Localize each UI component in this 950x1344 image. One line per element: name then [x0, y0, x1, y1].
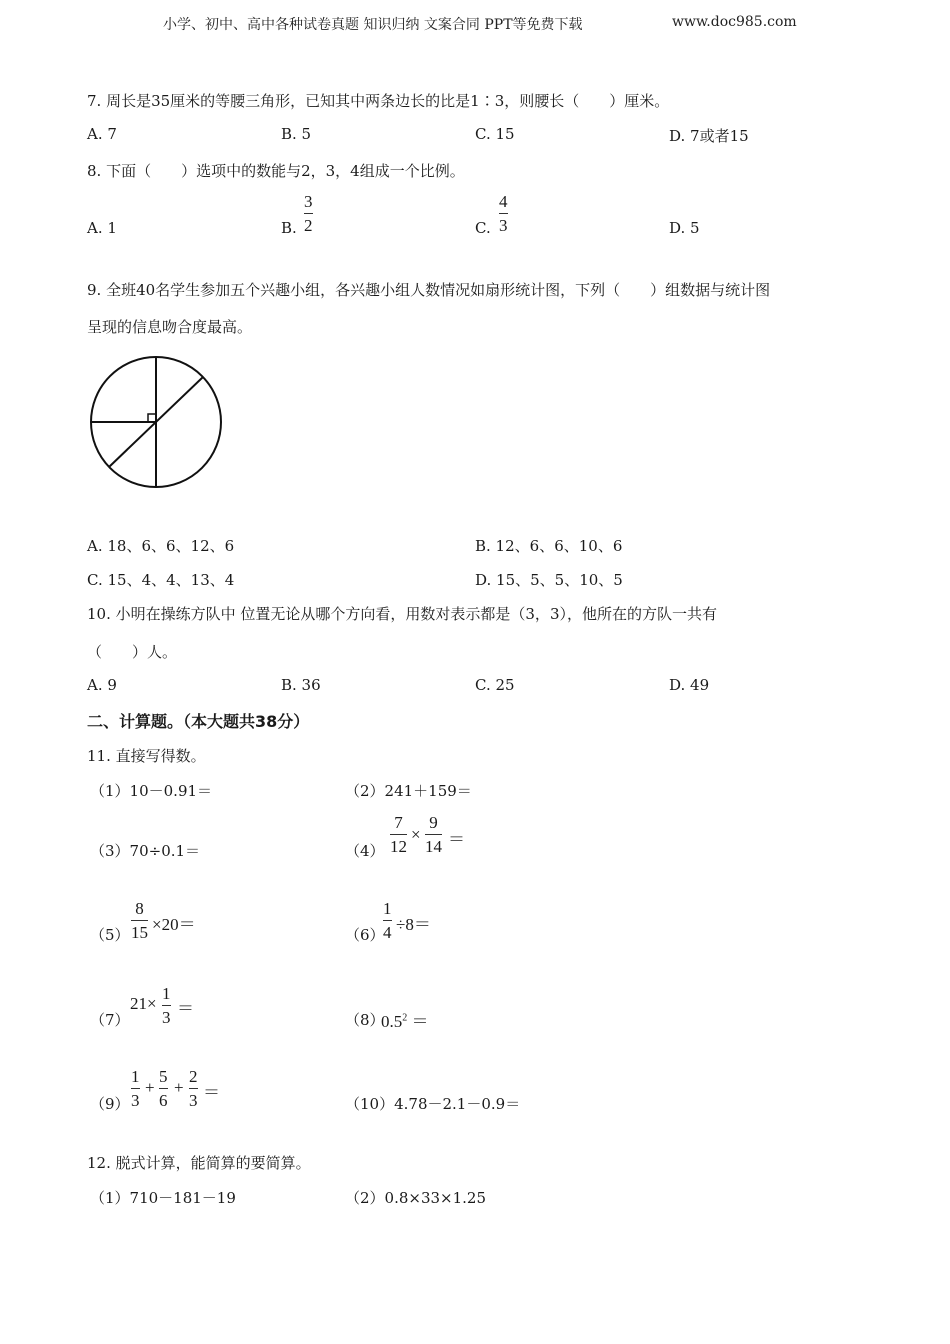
- q10-option-a: A. 9: [87, 676, 117, 694]
- q9-stem-line2: 呈现的信息吻合度最高。: [87, 318, 253, 336]
- fraction-bar: [499, 213, 508, 214]
- fraction-bar: [159, 1088, 168, 1089]
- fraction-denominator: 2: [304, 216, 313, 235]
- fraction-numerator: 4: [499, 192, 508, 211]
- q11-p6-fraction: [383, 900, 392, 941]
- pie-chart-diagram: [88, 352, 226, 492]
- q11-p9-operator-2: +: [174, 1078, 184, 1097]
- fraction-denominator: 6: [159, 1091, 168, 1110]
- q10-option-c: C. 25: [475, 676, 515, 694]
- q11-p4-operator: ×: [411, 825, 421, 844]
- q11-part-3: （3）70÷0.1＝: [90, 842, 201, 860]
- header-banner: 小学、初中、高中各种试卷真题 知识归纳 文案合同 PPT等免费下载: [163, 17, 583, 33]
- fraction-denominator: 4: [383, 923, 392, 942]
- q8-option-c-label: C.: [475, 219, 491, 237]
- fraction-denominator: 3: [189, 1091, 198, 1110]
- right-angle-mark: [148, 414, 156, 422]
- q11-p4-equals: ＝: [448, 830, 465, 849]
- q8-option-b-fraction: [304, 193, 313, 234]
- q11-p6-rest: ÷8＝: [396, 915, 431, 934]
- fraction-numerator: 1: [383, 899, 392, 918]
- q8-option-b-label: B.: [281, 219, 297, 237]
- fraction-denominator: 15: [131, 923, 148, 942]
- fraction-bar: [390, 834, 407, 835]
- q8-option-d: D. 5: [669, 219, 700, 237]
- q11-part-8-label: （8）: [345, 1011, 385, 1029]
- fraction-denominator: 3: [162, 1008, 171, 1027]
- q11-part-1: （1）10－0.91＝: [90, 782, 213, 800]
- section-2-title: 二、计算题。（本大题共38分）: [87, 712, 310, 731]
- q11-stem: 11. 直接写得数。: [87, 747, 206, 765]
- q7-option-d: D. 7或者15: [669, 127, 749, 145]
- q7-stem: 7. 周长是35厘米的等腰三角形，已知其中两条边长的比是1∶3，则腰长（ ）厘米。: [87, 92, 670, 110]
- q9-option-a: A. 18、6、6、12、6: [87, 537, 235, 555]
- q11-p7-equals: ＝: [177, 999, 194, 1018]
- q11-p7-fraction: [162, 985, 171, 1026]
- q11-p5-rest: ×20＝: [152, 915, 196, 934]
- q12-stem: 12. 脱式计算，能简算的要简算。: [87, 1154, 311, 1172]
- q11-p4-fraction-1: [390, 814, 407, 855]
- fraction-numerator: 1: [162, 984, 171, 1003]
- fraction-denominator: 14: [425, 837, 442, 856]
- fraction-bar: [162, 1005, 171, 1006]
- q11-part-7-label: （7）: [90, 1011, 130, 1029]
- q8-option-a: A. 1: [87, 219, 117, 237]
- q11-p8-exponent: 2: [402, 1012, 408, 1024]
- fraction-bar: [131, 1088, 140, 1089]
- q12-part-2: （2）0.8×33×1.25: [345, 1189, 487, 1207]
- q7-option-a: A. 7: [87, 125, 117, 143]
- fraction-denominator: 12: [390, 837, 407, 856]
- q11-p9-equals: ＝: [203, 1083, 220, 1102]
- fraction-denominator: 3: [499, 216, 508, 235]
- q11-p8-base: 0.5: [381, 1012, 403, 1031]
- q10-stem-line2: （ ）人。: [87, 643, 178, 661]
- q11-p8-expression: [381, 1007, 429, 1032]
- q10-option-b: B. 36: [281, 676, 321, 694]
- q9-option-c: C. 15、4、4、13、4: [87, 571, 235, 589]
- q11-p4-fraction-2: [425, 814, 442, 855]
- q11-part-10: （10）4.78－2.1－0.9＝: [345, 1095, 521, 1113]
- q9-option-d: D. 15、5、5、10、5: [475, 571, 623, 589]
- q9-option-b: B. 12、6、6、10、6: [475, 537, 623, 555]
- q7-option-b: B. 5: [281, 125, 312, 143]
- fraction-numerator: 9: [429, 813, 438, 832]
- q11-p9-fraction-2: [159, 1068, 168, 1109]
- q8-option-c-fraction: [499, 193, 508, 234]
- fraction-denominator: 3: [131, 1091, 140, 1110]
- fraction-numerator: 7: [394, 813, 403, 832]
- q11-p5-fraction: [131, 900, 148, 941]
- q11-part-2: （2）241＋159＝: [345, 782, 472, 800]
- q7-option-c: C. 15: [475, 125, 515, 143]
- q11-p9-fraction-3: [189, 1068, 198, 1109]
- fraction-numerator: 3: [304, 192, 313, 211]
- fraction-numerator: 8: [135, 899, 144, 918]
- q11-p9-fraction-1: [131, 1068, 140, 1109]
- header-site-link[interactable]: www.doc985.com: [672, 14, 797, 30]
- fraction-numerator: 5: [159, 1067, 168, 1086]
- fraction-bar: [304, 213, 313, 214]
- q10-option-d: D. 49: [669, 676, 710, 694]
- q9-stem-line1: 9. 全班40名学生参加五个兴趣小组，各兴趣小组人数情况如扇形统计图，下列（ ）组数据与统计图: [87, 281, 771, 299]
- q11-part-5-label: （5）: [90, 926, 130, 944]
- q11-p8-equals: ＝: [411, 1012, 429, 1031]
- q10-stem-line1: 10. 小明在操练方队中 位置无论从哪个方向看，用数对表示都是（3，3），他所在的方队一共有: [87, 605, 717, 623]
- q12-part-1: （1）710－181－19: [90, 1189, 236, 1207]
- q11-p7-prefix: 21×: [130, 994, 157, 1013]
- q11-part-6-label: （6）: [345, 926, 385, 944]
- fraction-bar: [383, 920, 392, 921]
- q11-p9-operator-1: +: [145, 1078, 155, 1097]
- q8-stem: 8. 下面（ ）选项中的数能与2，3，4组成一个比例。: [87, 162, 465, 180]
- fraction-numerator: 1: [131, 1067, 140, 1086]
- q11-part-9-label: （9）: [90, 1095, 130, 1113]
- fraction-numerator: 2: [189, 1067, 198, 1086]
- fraction-bar: [131, 920, 148, 921]
- fraction-bar: [189, 1088, 198, 1089]
- fraction-bar: [425, 834, 442, 835]
- q11-part-4-label: （4）: [345, 842, 385, 860]
